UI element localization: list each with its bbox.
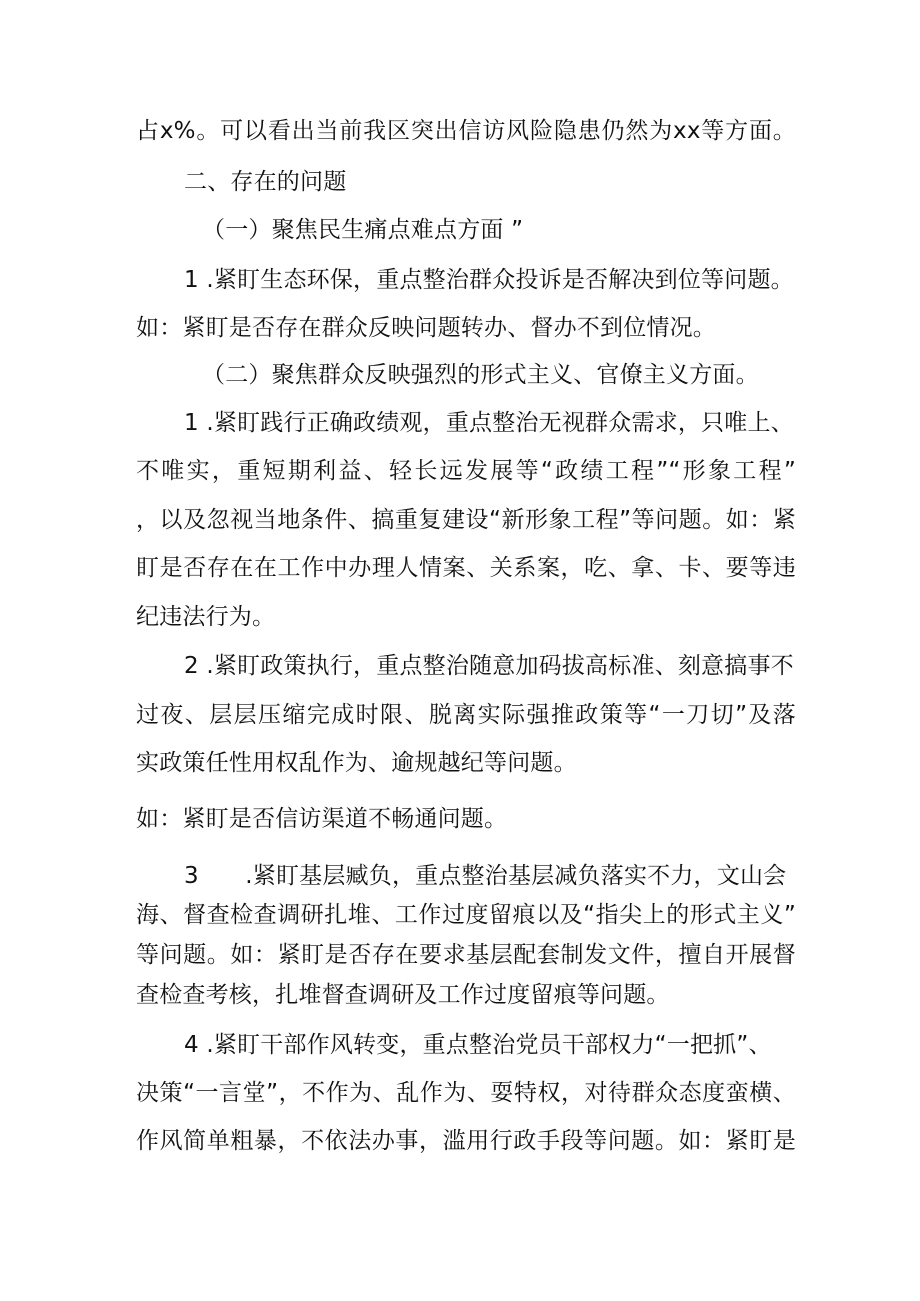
paragraph-line: 查检查考核，扎堆督查调研及工作过度留痕等问题。 — [136, 982, 670, 1008]
paragraph-line: 如：紧盯是否存在群众反映问题转办、督办不到位情况。 — [136, 315, 716, 341]
paragraph-line: 不唯实，重短期利益、轻长远发展等“政绩工程”“形象工程” — [136, 458, 796, 484]
paragraph-line: 盯是否存在在工作中办理人情案、关系案，吃、拿、卡、要等违 — [136, 555, 796, 581]
paragraph-line: 1 .紧盯生态环保，重点整治群众投诉是否解决到位等问题。 — [184, 267, 794, 293]
subsection-heading: （二）聚焦群众反映强烈的形式主义、官僚主义方面。 — [202, 362, 759, 388]
paragraph-line: 2 .紧盯政策执行，重点整治随意加码拔高标准、刻意搞事不 — [184, 653, 794, 679]
paragraph-line: 4 .紧盯干部作风转变，重点整治党员干部权力“一把抓”、 — [184, 1032, 772, 1058]
section-heading: 二、存在的问题 — [184, 169, 347, 195]
paragraph-line: ，以及忽视当地条件、搞重复建设“新形象工程”等问题。如：紧 — [136, 507, 796, 533]
subsection-heading: （一）聚焦民生痛点难点方面 ” — [202, 217, 524, 243]
paragraph-line: 3 .紧盯基层臧负，重点整治基层减负落实不力，文山会 — [184, 863, 787, 889]
paragraph-line: 过夜、层层压缩完成时限、脱离实际强推政策等“一刀切”及落 — [136, 702, 796, 728]
paragraph-line: 如：紧盯是否信访渠道不畅通问题。 — [136, 806, 508, 832]
paragraph-line: 等问题。如：紧盯是否存在要求基层配套制发文件，擅自开展督 — [136, 942, 796, 968]
paragraph-line: 纪违法行为。 — [136, 604, 276, 630]
paragraph-line: 决策“一言堂”，不作为、乱作为、耍特权，对待群众态度蛮横、 — [136, 1080, 796, 1106]
paragraph-line: 海、督查检查调研扎堆、工作过度留痕以及“指尖上的形式主义” — [136, 902, 796, 928]
paragraph-line: 作风简单粗暴，不依法办事，滥用行政手段等问题。如：紧盯是 — [136, 1128, 796, 1154]
paragraph-line: 1 .紧盯践行正确政绩观，重点整治无视群众需求，只唯上、 — [184, 410, 794, 436]
paragraph-line: 占x%。可以看出当前我区突出信访风险隐患仍然为xx等方面。 — [136, 118, 796, 144]
paragraph-line: 实政策任性用权乱作为、逾规越纪等问题。 — [136, 750, 577, 776]
